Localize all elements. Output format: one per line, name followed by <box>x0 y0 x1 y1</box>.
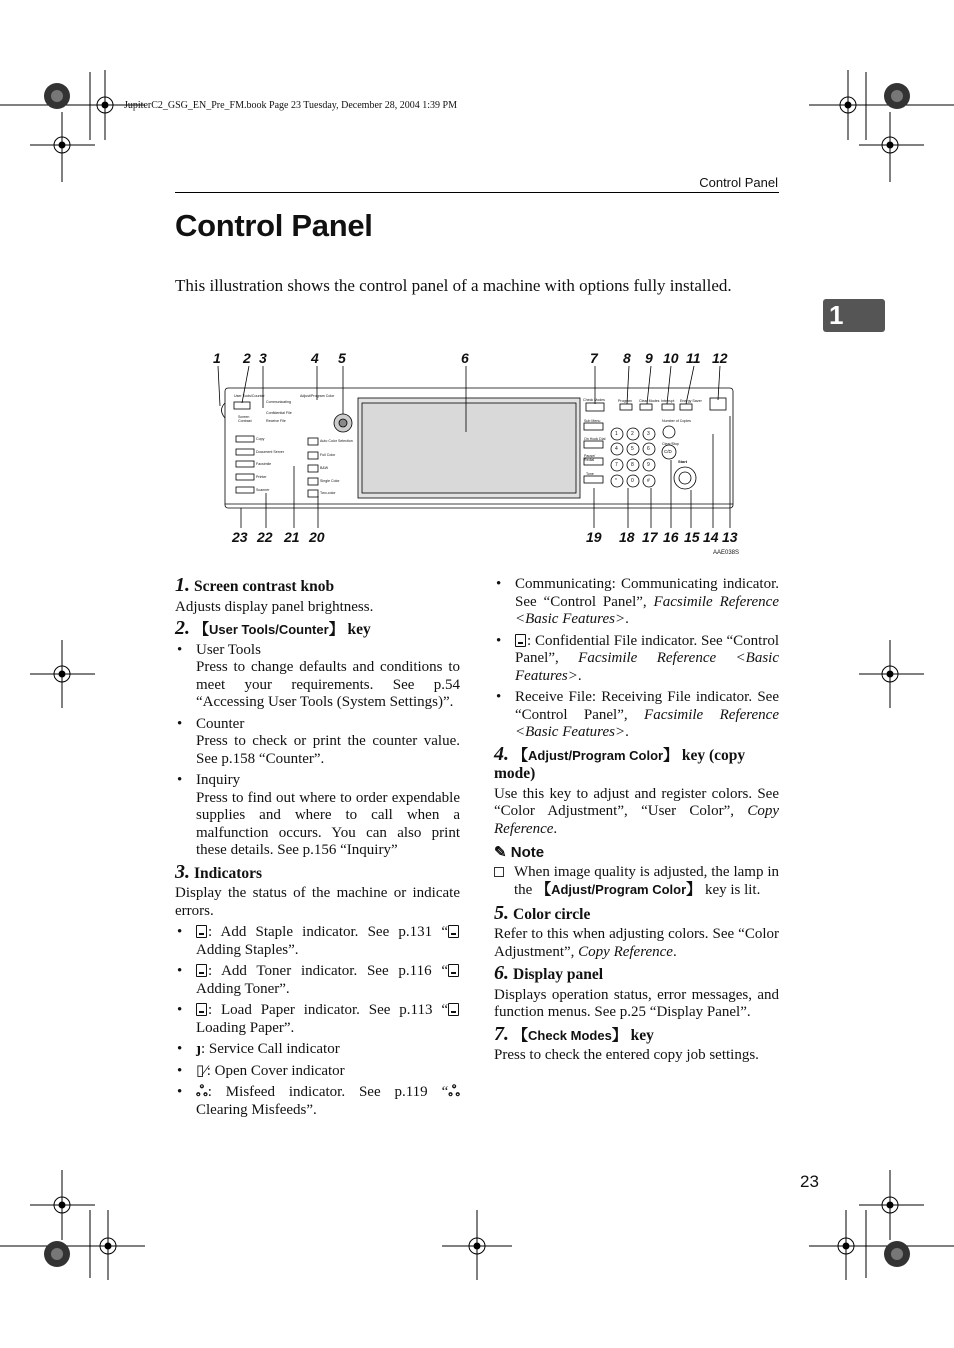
callout-2: 2 <box>243 350 251 366</box>
panel-label-adjust-color: Adjust/Program Color <box>300 394 335 398</box>
staple-icon <box>448 925 459 938</box>
panel-label-number-copies: Number of Copies <box>662 419 691 423</box>
list-item: • Receive File: Receiving File indicator. See “Control Panel”, Facsimile Reference <Basic Features>. <box>496 689 779 740</box>
list-item: • ▯⁄: Open Cover indicator <box>177 1062 345 1079</box>
list-item: • : Add Staple indicator. See p.131 “Adding Staples”. <box>175 924 460 959</box>
callout-19: 19 <box>586 529 602 545</box>
panel-label-sub-menu: Sub Menu <box>584 419 601 423</box>
item-4-desc: Use this key to adjust and register colors. See “Color Adjustment”, “User Color”, Copy Reference. <box>494 785 779 837</box>
list-item: • Communicating: Communicating indicator. See “Control Panel”, Facsimile Reference <Basic Features>. <box>496 576 779 627</box>
misfeed-icon: ஃ <box>448 1084 460 1100</box>
panel-label-clear-modes: Clear Modes <box>639 399 660 403</box>
confidential-file-icon <box>515 634 526 647</box>
note-item: When image quality is adjusted, the lamp in the 【Adjust/Program Color】 key is lit. <box>494 864 779 900</box>
list-item: • User Tools Press to change defaults and conditions to meet your requirements. See p.54 “Accessing User Tools (System Settings)”. <box>177 641 460 710</box>
panel-drawing <box>210 348 750 566</box>
callout-22: 22 <box>257 529 273 545</box>
item-7-desc: Press to check the entered copy job settings. <box>494 1047 759 1063</box>
keypad-clear-key: C/D <box>664 449 672 454</box>
item-1-heading: 1. Screen contrast knob <box>175 574 335 596</box>
left-column <box>175 574 460 1123</box>
item-1-desc: Adjusts display panel brightness. <box>175 598 374 615</box>
item-3-heading: 3. Indicators <box>175 860 263 883</box>
open-cover-icon: ▯⁄ <box>196 1062 207 1079</box>
list-item: • Inquiry Press to find out where to order expendable supplies and where to call when a malfunction occurs. You can also print these details. See p.156 “Inquiry” <box>177 772 460 858</box>
toner-icon <box>196 964 207 977</box>
item-6-desc: Displays operation status, error messages, and function menus. See p.25 “Display Panel”. <box>494 986 779 1020</box>
callout-12: 12 <box>712 350 728 366</box>
service-call-icon: ȷ <box>196 1041 201 1057</box>
pencil-icon: ✎ <box>494 844 511 861</box>
toner-icon <box>448 964 459 977</box>
callout-23: 23 <box>232 529 248 545</box>
keypad-key: 1 <box>615 431 618 437</box>
panel-label-program: Program <box>618 399 632 403</box>
paper-icon <box>448 1003 459 1016</box>
panel-label-single-color: Single Color <box>320 479 340 483</box>
item-4-heading: 4. 【Adjust/Program Color】 key (copy mode) <box>494 742 746 782</box>
keypad-key: # <box>647 478 650 484</box>
item-5-heading: 5. Color circle <box>494 901 591 924</box>
panel-label-full-color: Full Color <box>320 453 336 457</box>
panel-label-user-tools: User Tools/Counter <box>234 394 265 398</box>
list-item: • ஃ: Misfeed indicator. See p.119 “ஃClearing Misfeeds”. <box>177 1084 460 1118</box>
list-item: • Counter Press to check or print the counter value. See p.158 “Counter”. <box>177 715 460 767</box>
list-item: • : Load Paper indicator. See p.113 “Loading Paper”. <box>175 1002 460 1037</box>
book-meta: JupiterC2_GSG_EN_Pre_FM.book Page 23 Tuesday, December 28, 2004 1:39 PM <box>124 100 457 111</box>
item-3-desc: Display the status of the machine or indicate errors. <box>175 885 460 919</box>
callout-15: 15 <box>684 529 700 545</box>
panel-label-energy-saver: Energy Saver <box>680 399 702 403</box>
keypad-key: 7 <box>615 462 618 468</box>
control-panel-figure <box>210 348 750 566</box>
panel-label-pause-redial: Pause/ Redial <box>584 454 596 462</box>
list-item: • ȷ: Service Call indicator <box>177 1041 340 1057</box>
page-number: 23 <box>800 1172 819 1191</box>
callout-14: 14 <box>703 529 719 545</box>
figure-code: AAE038S <box>713 550 740 556</box>
callout-1: 1 <box>213 350 221 366</box>
list-item: • : Add Toner indicator. See p.116 “Adding Toner”. <box>175 963 460 998</box>
item-6-heading: 6. Display panel <box>494 962 604 984</box>
callout-17: 17 <box>642 529 658 545</box>
panel-label-two-color: Two-color <box>320 491 336 495</box>
paper-icon <box>196 1003 207 1016</box>
panel-label-tone: Tone <box>586 472 594 476</box>
panel-label-screen-contrast: Screen Contrast <box>238 415 252 423</box>
panel-label-document-server: Document Server <box>256 450 284 454</box>
header-rule <box>175 192 779 193</box>
panel-label-printer: Printer <box>256 475 267 479</box>
panel-label-clear-stop: Clear/Stop <box>662 442 679 446</box>
item-7-heading: 7. 【Check Modes】 key <box>494 1022 654 1045</box>
panel-label-check-modes: Check Modes <box>583 398 605 402</box>
callout-20: 20 <box>309 529 325 545</box>
callout-13: 13 <box>722 529 738 545</box>
item-2-heading: 2. 【User Tools/Counter】 key <box>175 617 371 639</box>
keypad-key: 8 <box>631 462 634 468</box>
keypad-key: * <box>615 478 617 484</box>
panel-label-copy: Copy <box>256 437 265 441</box>
callout-7: 7 <box>590 350 598 366</box>
callout-10: 10 <box>663 350 679 366</box>
right-column <box>494 574 779 1069</box>
panel-label-communicating: Communicating <box>266 400 291 404</box>
intro-text: This illustration shows the control panel of a machine with options fully installed. <box>175 276 732 295</box>
callout-8: 8 <box>623 350 631 366</box>
item-5-desc: Refer to this when adjusting colors. See “Color Adjustment”, Copy Reference. <box>494 926 779 960</box>
panel-label-interrupt: Interrupt <box>661 399 675 403</box>
panel-label-auto-color: Auto Color Selection <box>320 439 353 443</box>
staple-icon <box>196 925 207 938</box>
keypad-key: 2 <box>631 431 634 437</box>
item-2-list <box>175 642 460 860</box>
item-3-list <box>175 924 460 1119</box>
panel-label-on-hook: On Hook Dial <box>584 437 606 441</box>
panel-label-confidential: Confidential File <box>266 411 292 415</box>
panel-label-scanner: Scanner <box>256 488 270 492</box>
callout-3: 3 <box>259 350 267 366</box>
keypad-key: 6 <box>647 446 650 452</box>
note-heading: ✎ Note <box>494 844 545 861</box>
callout-5: 5 <box>338 350 346 366</box>
callout-9: 9 <box>645 350 653 366</box>
panel-label-facsimile: Facsimile <box>256 462 272 466</box>
panel-label-start: Start <box>678 459 688 464</box>
keypad-key: 9 <box>647 462 650 468</box>
keypad-key: 4 <box>615 446 618 452</box>
checkbox-bullet-icon <box>494 867 504 877</box>
callout-18: 18 <box>619 529 635 545</box>
panel-label-bw: B&W <box>320 466 329 470</box>
item-3-list-cont <box>494 576 779 742</box>
keypad-key: 0 <box>631 478 634 484</box>
keypad-key: 5 <box>631 446 634 452</box>
page-title: Control Panel <box>175 208 373 243</box>
list-item: • : Confidential File indicator. See “Control Panel”, Facsimile Reference <Basic Features>. <box>496 632 779 684</box>
keypad-key: 3 <box>647 431 650 437</box>
callout-6: 6 <box>461 350 469 366</box>
running-head: Control Panel <box>699 175 778 190</box>
callout-11: 11 <box>686 350 701 366</box>
callout-16: 16 <box>663 529 679 545</box>
misfeed-icon: ஃ <box>196 1084 208 1100</box>
chapter-tab: 1 <box>823 299 885 332</box>
panel-label-receiving: Receive File <box>266 419 286 423</box>
callout-21: 21 <box>284 529 300 545</box>
callout-4: 4 <box>311 350 319 366</box>
